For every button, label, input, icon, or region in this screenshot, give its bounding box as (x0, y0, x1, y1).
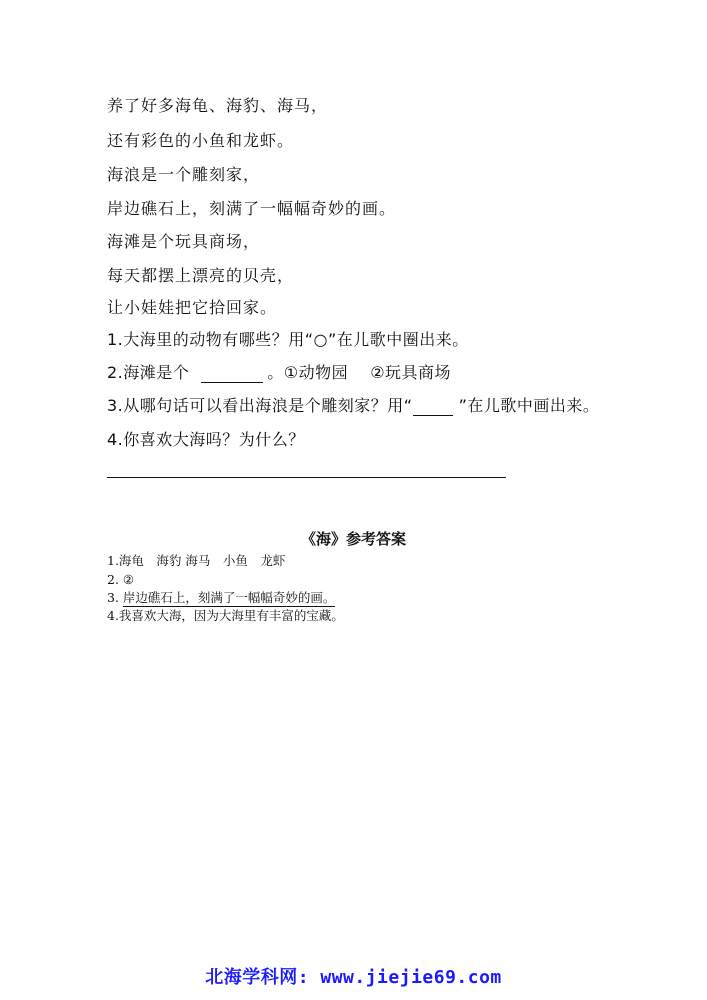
answer-key-3 (107, 590, 335, 606)
footer-watermark: 北海学科网: www.jiejie69.com (205, 967, 502, 988)
question-3-suffix: ”在儿歌中画出来。 (458, 396, 600, 415)
question-4: 4.你喜欢大海吗？为什么？ (107, 430, 305, 449)
question-3-prefix: 3.从哪句话可以看出海浪是个雕刻家？用“ (107, 396, 413, 415)
question-2 (107, 363, 451, 383)
poem-line-3: 海浪是一个雕刻家， (107, 165, 261, 184)
answer-key-3-text: 岸边礁石上，刻满了一幅幅奇妙的画。 (122, 590, 336, 605)
question-2-suffix: 。①动物园 ②玩具商场 (267, 363, 452, 382)
answer-writing-line[interactable] (107, 477, 506, 478)
poem-line-7: 让小娃娃把它拾回家。 (107, 298, 278, 317)
question-1: 1.大海里的动物有哪些？用“○”在儿歌中圈出来。 (107, 330, 469, 349)
answer-blank[interactable] (201, 366, 263, 383)
answer-key-4: 4.我喜欢大海，因为大海里有丰富的宝藏。 (107, 608, 344, 623)
poem-line-5: 海滩是个玩具商场， (107, 232, 261, 251)
poem-line-1: 养了好多海龟、海豹、海马， (107, 96, 329, 115)
question-2-prefix: 2.海滩是个 (107, 363, 190, 382)
answer-key-1: 1.海龟 海豹 海马 小鱼 龙虾 (107, 553, 286, 568)
answer-key-title: 《海》参考答案 (300, 530, 406, 548)
poem-line-2: 还有彩色的小鱼和龙虾。 (107, 131, 295, 150)
question-3 (107, 396, 599, 416)
underline-sample (413, 399, 453, 416)
answer-key-3-number: 3. (107, 590, 123, 605)
answer-key-2: 2. ② (107, 572, 135, 587)
poem-line-6: 每天都摆上漂亮的贝壳， (107, 266, 295, 285)
poem-line-4: 岸边礁石上，刻满了一幅幅奇妙的画。 (107, 199, 397, 218)
